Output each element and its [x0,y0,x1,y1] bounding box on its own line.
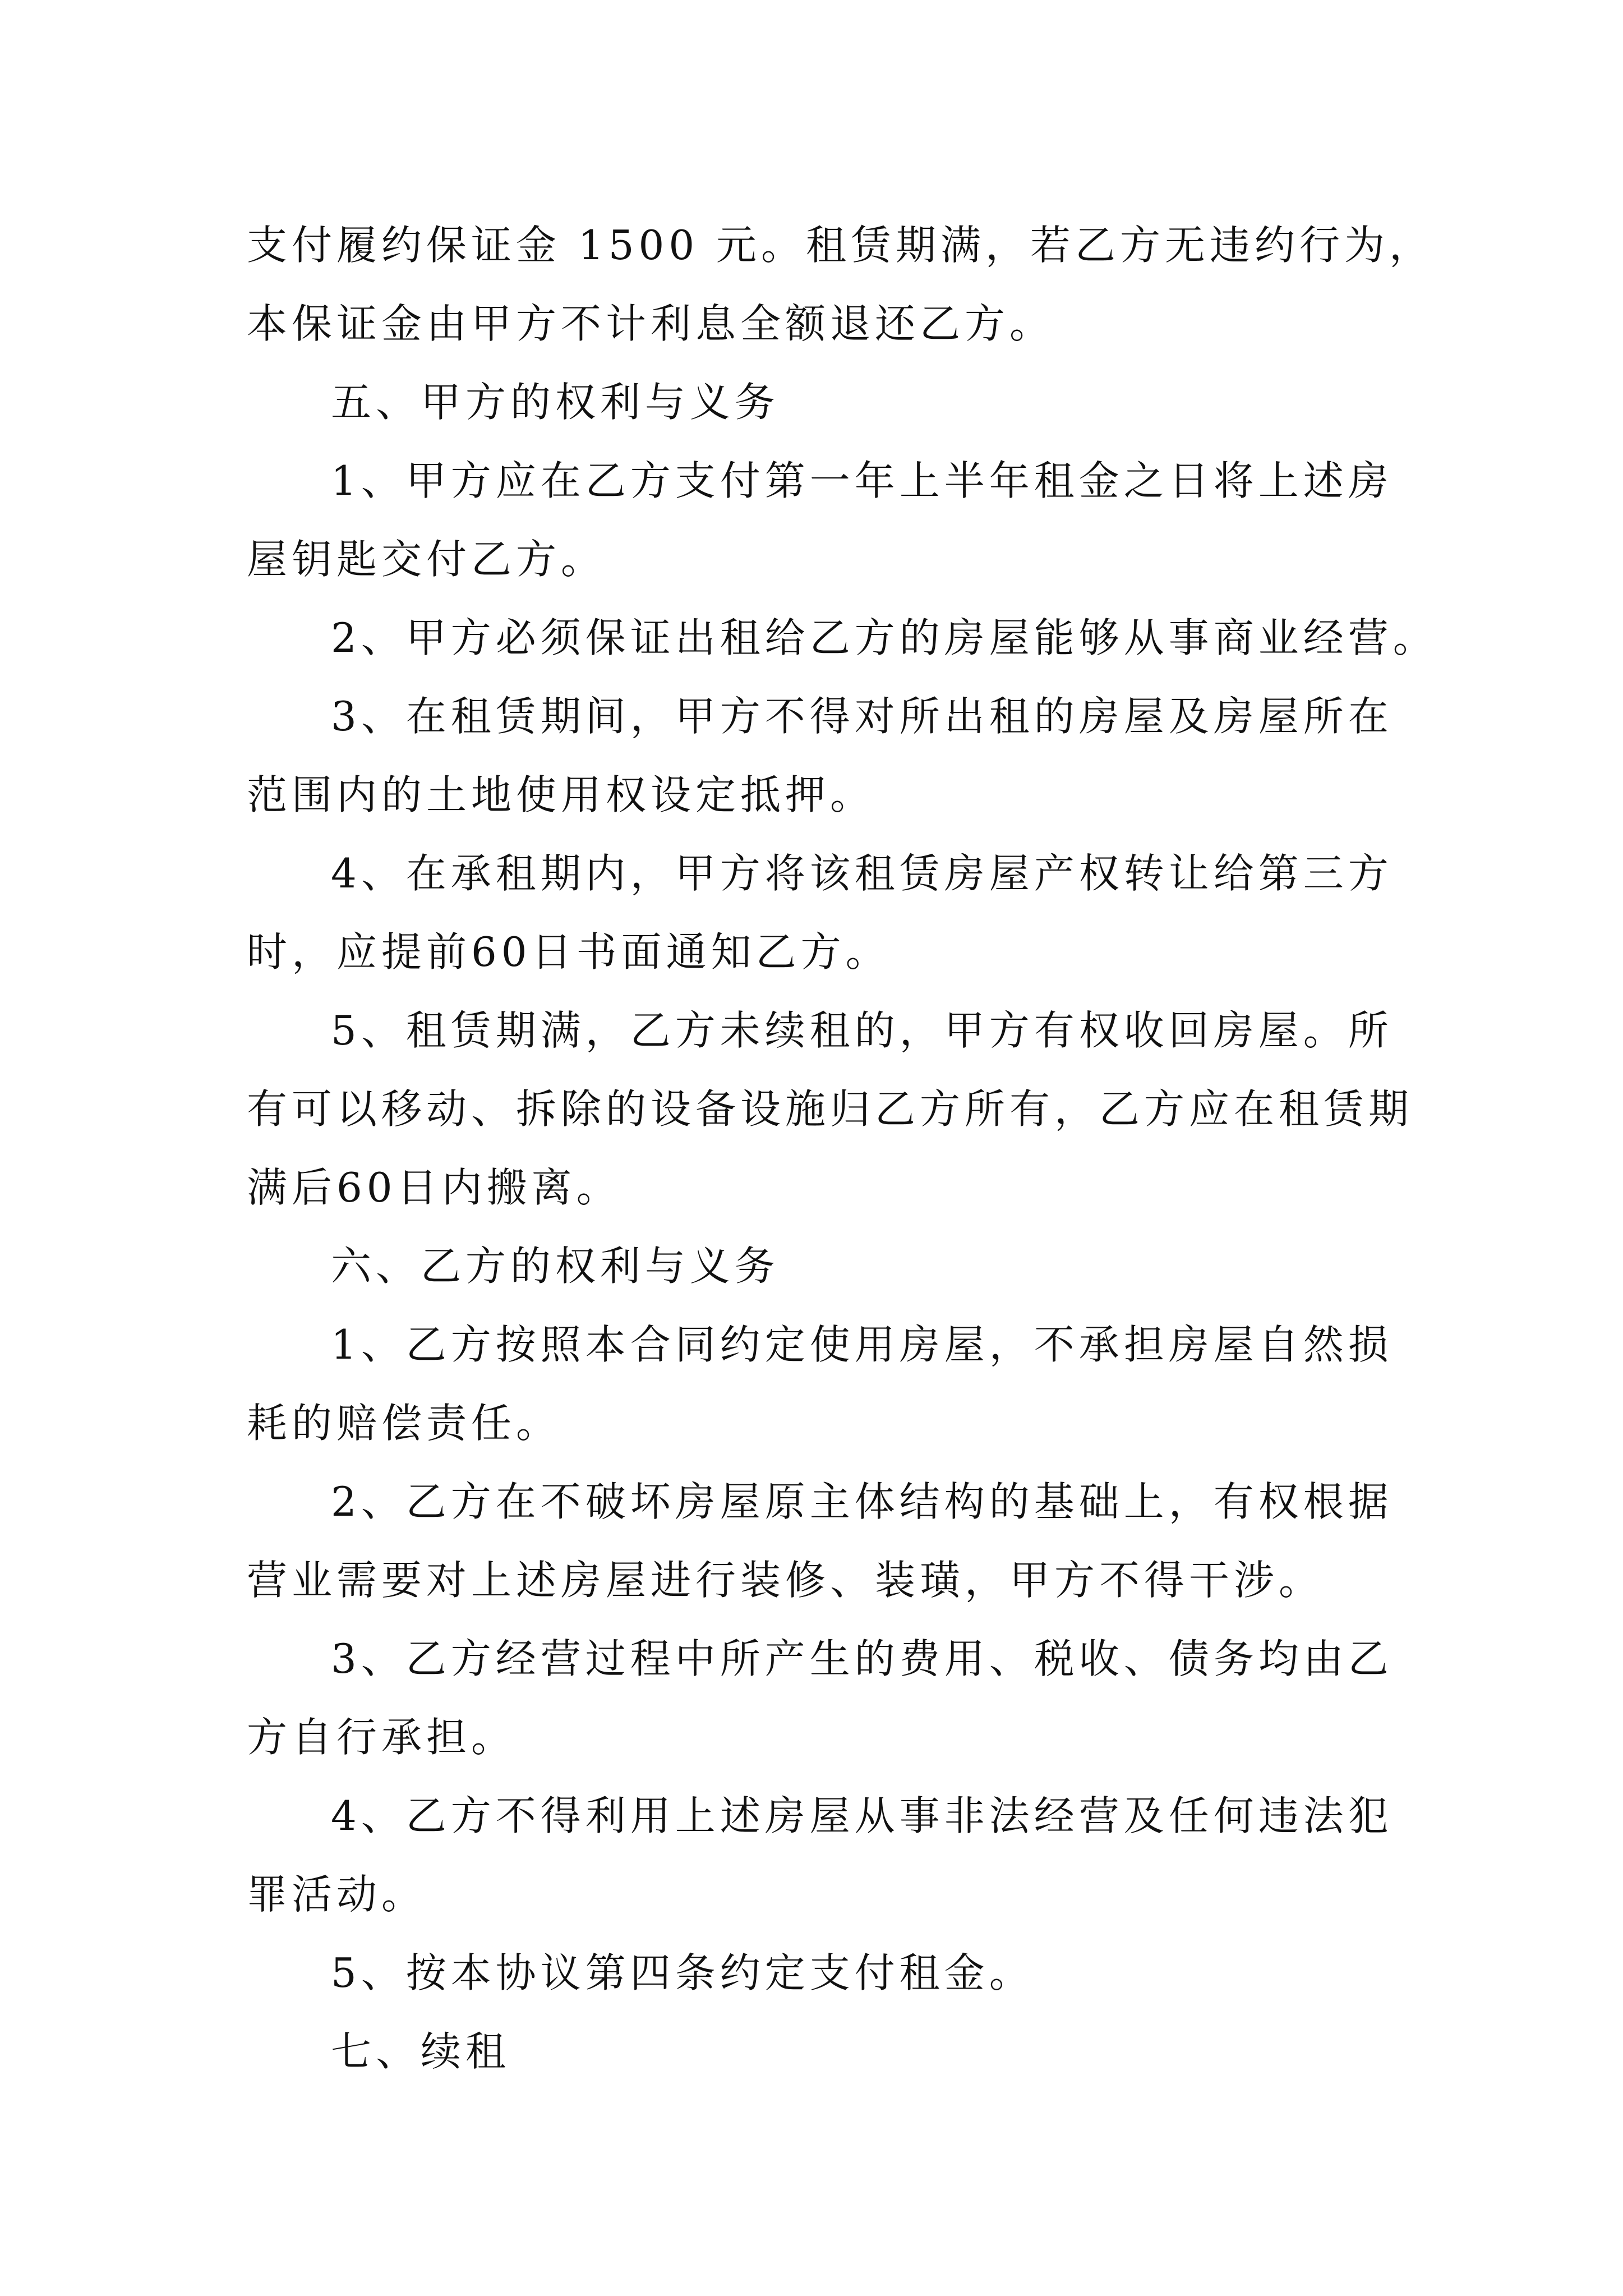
text-line: 时，应提前60日书面通知乙方。 [247,928,891,976]
text-line: 2、甲方必须保证出租给乙方的房屋能够从事商业经营。 [331,614,1438,661]
text-line: 方自行承担。 [247,1714,517,1761]
text-line: 支付履约保证金 1500 元。租赁期满，若乙方无违约行为， [247,222,1435,269]
text-line: 5、租赁期满，乙方未续租的，甲方有权收回房屋。所 [331,1007,1393,1054]
text-line: 满后60日内搬离。 [247,1164,621,1211]
text-line: 3、在租赁期间，甲方不得对所出租的房屋及房屋所在 [331,693,1393,740]
document-body [247,214,1438,2099]
text-line: 2、乙方在不破坏房屋原主体结构的基础上，有权根据 [331,1478,1393,1525]
section-heading: 六、乙方的权利与义务 [331,1243,780,1290]
text-line: 有可以移动、拆除的设备设施归乙方所有，乙方应在租赁期 [247,1085,1414,1133]
text-line: 罪活动。 [247,1871,427,1918]
text-line: 3、乙方经营过程中所产生的费用、税收、债务均由乙 [331,1635,1393,1682]
text-line: 营业需要对上述房屋进行装修、装璜，甲方不得干涉。 [247,1557,1324,1604]
text-line: 5、按本协议第四条约定支付租金。 [331,1949,1034,1996]
text-line: 耗的赔偿责任。 [247,1400,561,1447]
text-line: 本保证金由甲方不计利息全额退还乙方。 [247,300,1055,347]
text-line: 范围内的土地使用权设定抵押。 [247,771,875,818]
text-line: 1、甲方应在乙方支付第一年上半年租金之日将上述房 [331,457,1393,504]
text-line: 4、乙方不得利用上述房屋从事非法经营及任何违法犯 [331,1792,1393,1839]
section-heading: 五、甲方的权利与义务 [331,379,780,426]
text-line: 1、乙方按照本合同约定使用房屋，不承担房屋自然损 [331,1321,1393,1368]
text-line: 屋钥匙交付乙方。 [247,536,606,583]
section-heading: 七、续租 [331,2028,511,2075]
text-line: 4、在承租期内，甲方将该租赁房屋产权转让给第三方 [331,850,1393,897]
